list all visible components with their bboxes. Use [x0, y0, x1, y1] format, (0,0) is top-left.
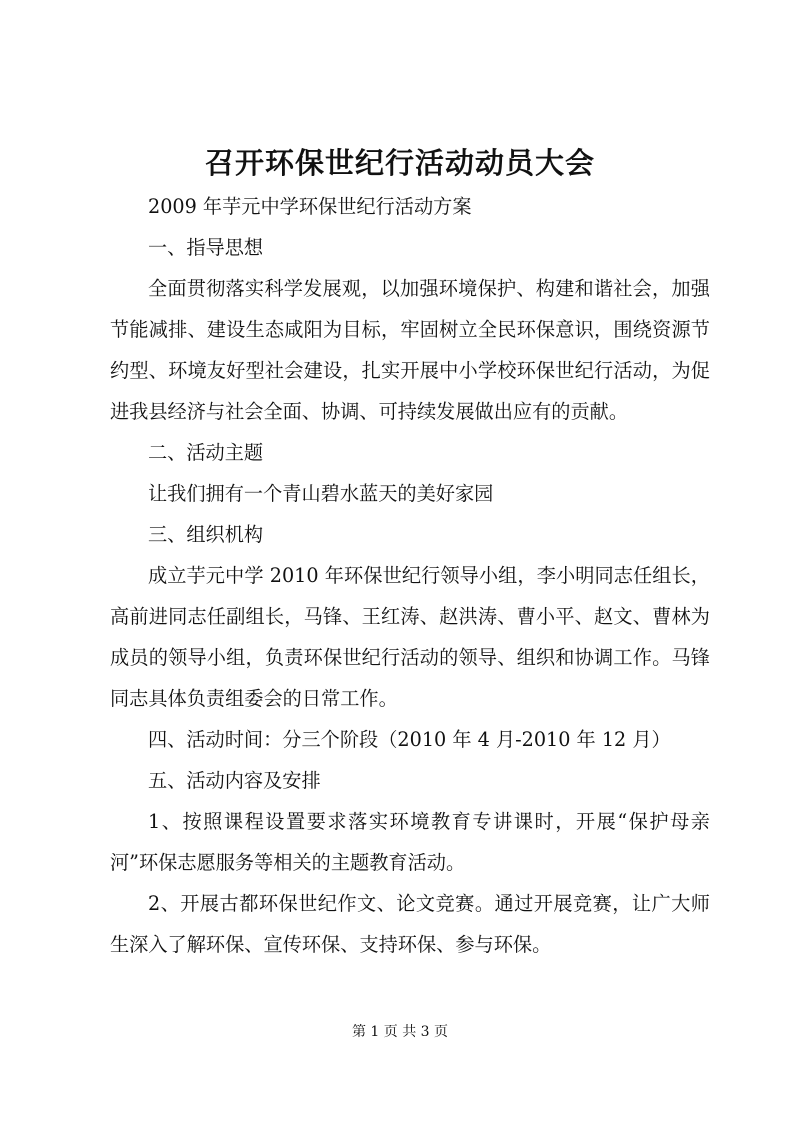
heading-organization: 三、组织机构 — [148, 523, 264, 546]
heading-activity-content: 五、活动内容及安排 — [148, 769, 321, 792]
paragraph-guiding-ideology: 全面贯彻落实科学发展观，以加强环境保护、构建和谐社会，加强节能减排、建设生态咸阳为目标，牢固树立全民环保意识，围绕资源节约型、环境友好型社会建设，扎实开展中小学校环保世纪行活动，为促进我县经济与社会全面、协调、可持续发展做出应有的贡献。 — [110, 277, 710, 423]
paragraph-organization: 成立芋元中学 2010 年环保世纪行领导小组，李小明同志任组长，高前进同志任副组长，马锋、王红涛、赵洪涛、曹小平、赵文、曹林为成员的领导小组，负责环保世纪行活动的领导、组织和协调工作。马锋同志具体负责组委会的日常工作。 — [110, 564, 710, 710]
document-title: 召开环保世纪行活动动员大会 — [204, 146, 595, 180]
paragraph-item-1: 1、按照课程设置要求落实环境教育专讲课时，开展“保护母亲河”环保志愿服务等相关的主题教育活动。 — [110, 810, 710, 874]
heading-guiding-ideology: 一、指导思想 — [148, 236, 264, 259]
paragraph-item-2: 2、开展古都环保世纪作文、论文竞赛。通过开展竞赛，让广大师生深入了解环保、宣传环保、支持环保、参与环保。 — [110, 892, 710, 956]
paragraph-plan-title: 2009 年芋元中学环保世纪行活动方案 — [148, 195, 472, 218]
heading-activity-theme: 二、活动主题 — [148, 441, 264, 464]
document-body — [110, 186, 710, 965]
page-number-footer: 第 1 页 共 3 页 — [351, 1024, 449, 1040]
heading-activity-time: 四、活动时间：分三个阶段（2010 年 4 月-2010 年 12 月） — [148, 728, 671, 751]
paragraph-activity-theme: 让我们拥有一个青山碧水蓝天的美好家园 — [148, 482, 494, 505]
